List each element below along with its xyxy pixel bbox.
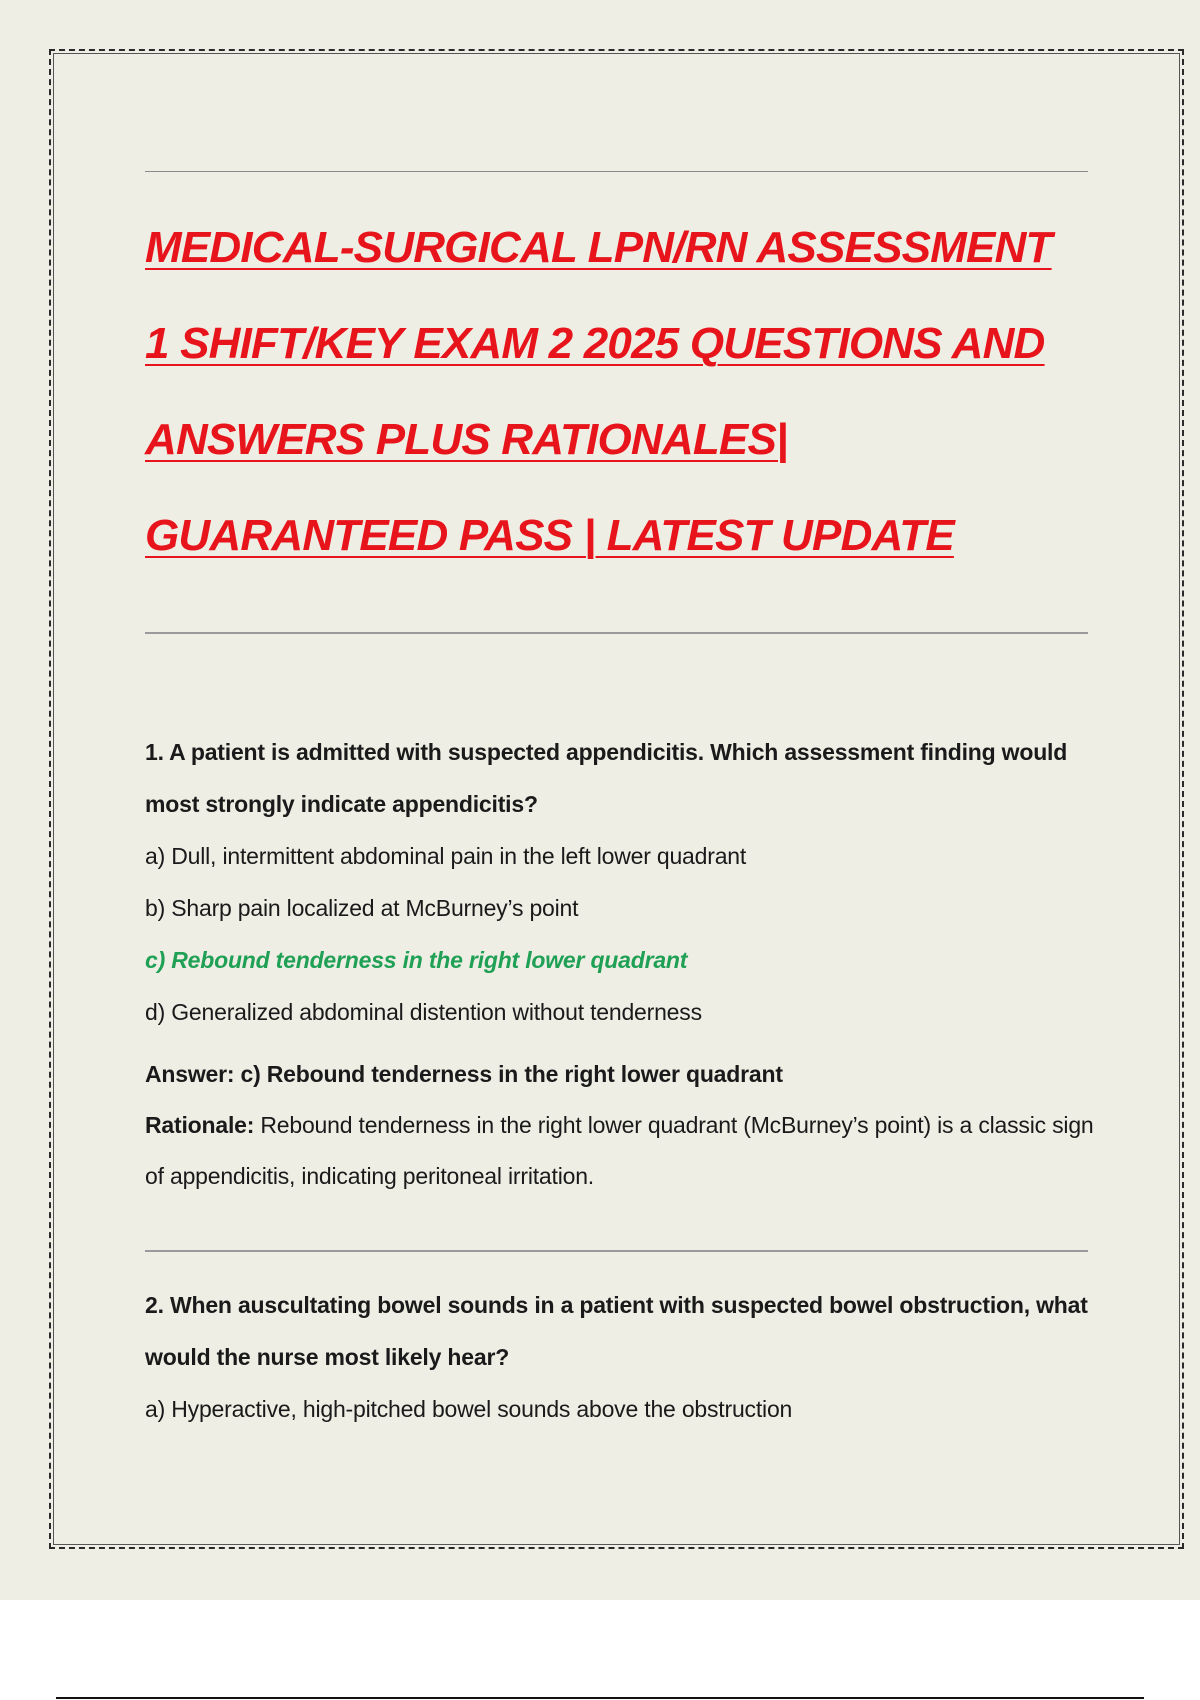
title-line: GUARANTEED PASS | LATEST UPDATE [145, 511, 954, 560]
option-a: a) Hyperactive, high-pitched bowel sounds above the obstruction [145, 1396, 793, 1422]
rationale-text: Rebound tenderness in the right lower quadrant (McBurney’s point) is a classic sign of appendicitis, indicating peritoneal irritation. [145, 1112, 1094, 1189]
option-d: d) Generalized abdominal distention without tenderness [145, 999, 702, 1025]
rationale-label: Rationale: [145, 1112, 255, 1138]
divider-top [145, 171, 1088, 172]
option-c-correct: c) Rebound tenderness in the right lower quadrant [145, 947, 688, 973]
title-line: 1 SHIFT/KEY EXAM 2 2025 QUESTIONS AND [145, 319, 1045, 368]
divider-between-questions [145, 1250, 1088, 1252]
question-1 [145, 726, 1105, 1202]
page-bottom-margin [0, 1600, 1200, 1700]
divider-after-title [145, 632, 1088, 634]
option-a: a) Dull, intermittent abdominal pain in the left lower quadrant [145, 843, 747, 869]
question-2 [145, 1279, 1105, 1435]
document-title [145, 200, 1105, 584]
title-line: MEDICAL-SURGICAL LPN/RN ASSESSMENT [145, 223, 1052, 272]
answer-line: Answer: c) Rebound tenderness in the right lower quadrant [145, 1061, 783, 1087]
question-text: 2. When auscultating bowel sounds in a patient with suspected bowel obstruction, what would the nurse most likely hear? [145, 1292, 1088, 1370]
footer-rule [56, 1697, 1144, 1699]
rationale [145, 1100, 1105, 1202]
title-line: ANSWERS PLUS RATIONALES| [145, 415, 788, 464]
question-text: 1. A patient is admitted with suspected appendicitis. Which assessment finding would most strongly indicate appendicitis? [145, 739, 1068, 817]
option-b: b) Sharp pain localized at McBurney’s point [145, 895, 579, 921]
